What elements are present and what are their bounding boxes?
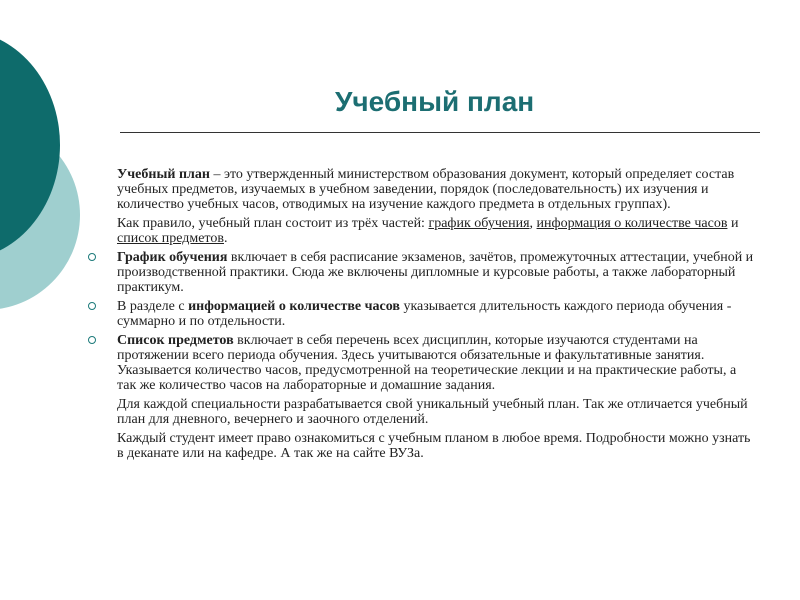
- bullet-bold: Список предметов: [117, 333, 234, 348]
- parts-separator: ,: [529, 216, 537, 231]
- intro-text: – это утвержденный министерством образования документ, который определяет состав учебных предметов, изучаемых в учебном заведении, порядок (последовательность) их изучения и количество учебных часов, отводимых на изучение каждого предмета в отдельных группах).: [117, 167, 735, 212]
- link-schedule[interactable]: график обучения: [428, 216, 530, 231]
- bullet-subjects: [117, 333, 757, 393]
- bullet-pre: В разделе с: [117, 299, 189, 314]
- slide-title: Учебный план: [335, 86, 535, 117]
- parts-lead: Как правило, учебный план состоит из трёх частей:: [117, 216, 429, 231]
- title-divider: [120, 132, 760, 133]
- bullet-text: включает в себя перечень всех дисциплин, которые изучаются студентами на протяжении всего периода обучения. Здесь учитываются обязательные и факультативные занятия. Указывается количество часов, предусмотренной на теоретические лекции и на практические работы, а так же количество часов на лабораторные и домашние задания.: [117, 333, 737, 393]
- link-subject-list[interactable]: список предметов: [117, 231, 224, 246]
- extra-paragraph: Каждый студент имеет право ознакомиться с учебным планом в любое время. Подробности можно узнать в деканате или на кафедре. А так же на сайте ВУЗа.: [117, 431, 751, 461]
- extra-paragraph: Для каждой специальности разрабатывается свой уникальный учебный план. Так же отличается учебный план для дневного, вечернего и заочного отделений.: [117, 397, 748, 427]
- bullet-bold: График обучения: [117, 250, 228, 265]
- bullet-text: указывается длительность каждого периода обучения - суммарно и по отдельности.: [117, 299, 732, 329]
- parts-end: .: [223, 231, 228, 246]
- parts-paragraph: [117, 216, 757, 246]
- bullet-bold: информацией о количестве часов: [188, 299, 400, 314]
- slide-body: [117, 167, 757, 465]
- intro-term: Учебный план: [117, 167, 210, 182]
- bullet-hours: [117, 299, 757, 329]
- bullet-schedule: [117, 250, 757, 295]
- intro-paragraph: [117, 167, 757, 212]
- link-hours-info[interactable]: информация о количестве часов: [536, 216, 728, 231]
- parts-separator: и: [727, 216, 739, 231]
- bullet-text: включает в себя расписание экзаменов, зачётов, промежуточных аттестации, учебной и производственной практики. Сюда же включены дипломные и курсовые работы, а также лабораторный практикум.: [117, 250, 754, 295]
- decorative-circles: [0, 0, 120, 600]
